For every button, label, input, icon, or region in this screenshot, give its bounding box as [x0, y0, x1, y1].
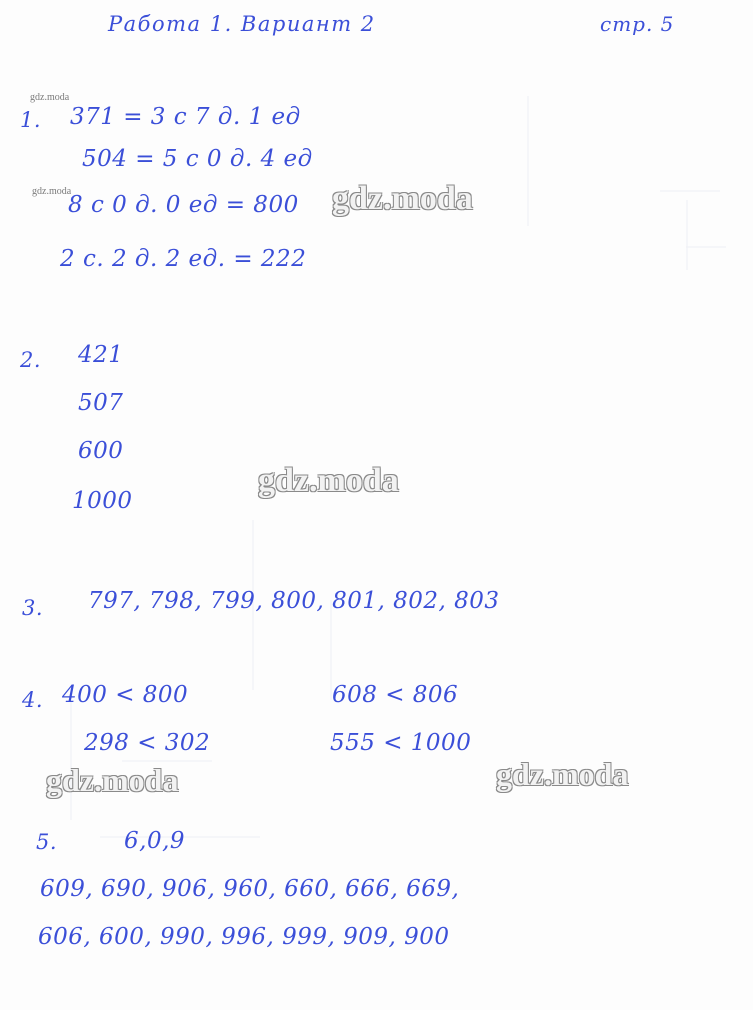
task-2-line-3: 600 [78, 438, 124, 464]
task-1-line-1: 371 = 3 с 7 д. 1 ед [70, 104, 301, 130]
task-1-line-2: 504 = 5 с 0 д. 4 ед [82, 146, 313, 172]
page-title: Работа 1. Вариант 2 [108, 12, 376, 36]
task-4-line-4: 555 < 1000 [330, 730, 472, 756]
watermark-small: gdz.moda [32, 186, 72, 197]
task-1-number: 1. [20, 108, 42, 132]
task-1-line-4: 2 с. 2 д. 2 ед. = 222 [60, 246, 307, 272]
watermark-large: gdz.moda [46, 762, 179, 798]
task-5-line-2: 609, 690, 906, 960, 660, 666, 669, [40, 876, 460, 902]
task-3-line-1: 797, 798, 799, 800, 801, 802, 803 [88, 588, 500, 614]
task-3-number: 3. [22, 596, 44, 620]
scan-artifact [70, 700, 72, 820]
scan-artifact [660, 190, 720, 192]
task-2-line-1: 421 [78, 342, 124, 368]
watermark-large: gdz.moda [496, 756, 629, 792]
watermark-small: gdz.moda [30, 92, 70, 103]
watermark-large: gdz.moda [332, 180, 473, 217]
task-4-line-1: 400 < 800 [62, 682, 189, 708]
page-number-label: стр. 5 [600, 12, 675, 36]
task-4-line-3: 298 < 302 [84, 730, 211, 756]
task-1-line-3: 8 с 0 д. 0 ед = 800 [68, 192, 299, 218]
task-2-line-4: 1000 [72, 488, 133, 514]
task-5-number: 5. [36, 830, 58, 854]
task-4-number: 4. [22, 688, 44, 712]
task-5-line-1: 6,0,9 [124, 828, 186, 854]
task-2-number: 2. [20, 348, 42, 372]
watermark-large: gdz.moda [258, 462, 399, 499]
scan-artifact [686, 246, 726, 248]
scan-artifact [122, 760, 212, 762]
task-2-line-2: 507 [78, 390, 124, 416]
scan-artifact [686, 200, 688, 270]
scan-artifact [527, 96, 529, 226]
task-5-line-3: 606, 600, 990, 996, 999, 909, 900 [38, 924, 450, 950]
task-4-line-2: 608 < 806 [332, 682, 459, 708]
